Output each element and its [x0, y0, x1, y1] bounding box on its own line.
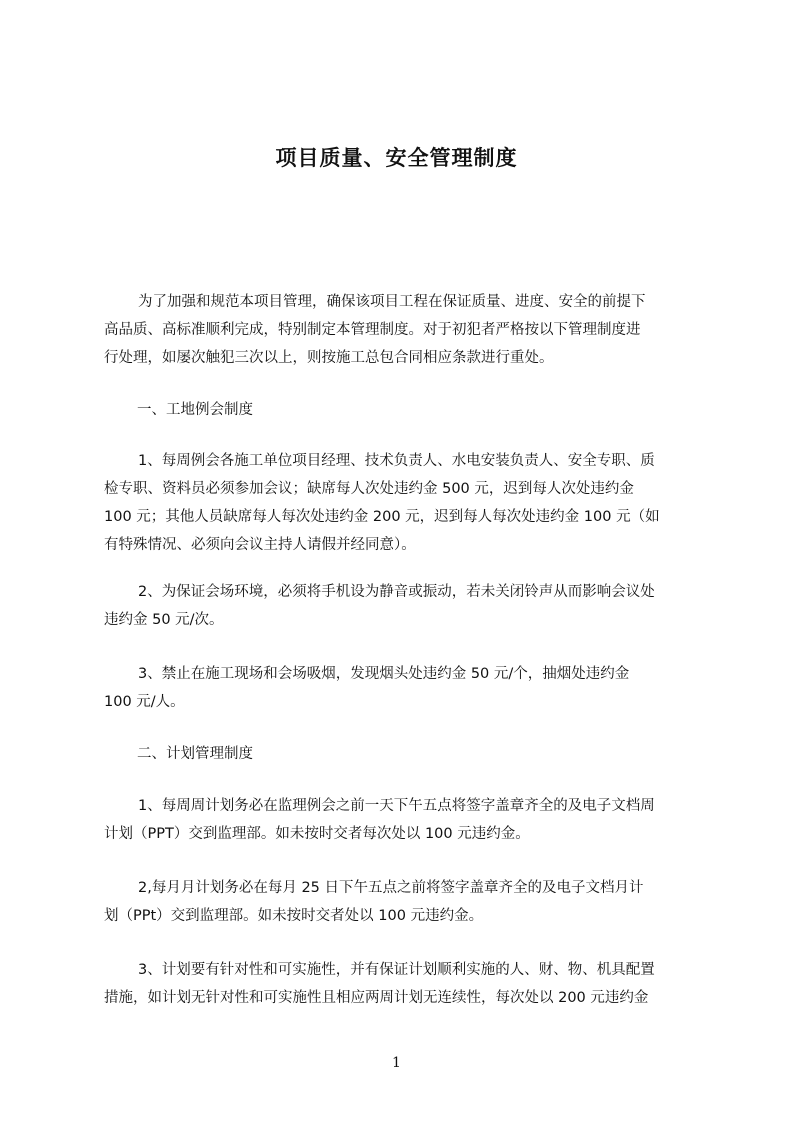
text-line: 高品质、高标准顺利完成，特别制定本管理制度。对于初犯者严格按以下管理制度进 — [104, 322, 641, 338]
text-line: 1、每周例会各施工单位项目经理、技术负责人、水电安装负责人、安全专职、质 — [138, 453, 655, 469]
clause-paragraph — [104, 956, 694, 1012]
text-line: 有特殊情况、必须向会议主持人请假并经同意）。 — [104, 537, 416, 553]
section-heading: 一、工地例会制度 — [137, 402, 253, 418]
clause-paragraph — [104, 874, 694, 930]
intro-paragraph — [104, 288, 694, 372]
text-line: 100 元；其他人员缺席每人每次处违约金 200 元，迟到每人每次处违约金 100 元（如 — [104, 509, 660, 525]
clause-paragraph — [104, 447, 694, 559]
page-number: 1 — [392, 1055, 401, 1071]
text-line: 划（PPt）交到监理部。如未按时交者处以 100 元违约金。 — [104, 908, 484, 924]
text-line: 3、禁止在施工现场和会场吸烟，发现烟头处违约金 50 元/个，抽烟处违约金 — [138, 666, 630, 682]
text-line: 2、为保证会场环境，必须将手机设为静音或振动，若未关闭铃声从而影响会议处 — [138, 584, 655, 600]
text-line: 违约金 50 元/次。 — [104, 612, 224, 628]
clause-paragraph — [104, 792, 694, 848]
clause-paragraph — [104, 578, 694, 634]
clause-paragraph — [104, 660, 694, 716]
text-line: 措施，如计划无针对性和可实施性且相应两周计划无连续性，每次处以 200 元违约金 — [104, 990, 649, 1006]
text-line: 计划（PPT）交到监理部。如未按时交者每次处以 100 元违约金。 — [104, 826, 530, 842]
document-title: 项目质量、安全管理制度 — [275, 146, 518, 170]
text-line: 100 元/人。 — [104, 694, 185, 710]
text-line: 检专职、资料员必须参加会议；缺席每人次处违约金 500 元，迟到每人次处违约金 — [104, 481, 634, 497]
text-line: 行处理，如屡次触犯三次以上，则按施工总包合同相应条款进行重处。 — [104, 350, 554, 366]
section-heading: 二、计划管理制度 — [137, 746, 253, 762]
text-line: 2,每月月计划务必在每月 25 日下午五点之前将签字盖章齐全的及电子文档月计 — [138, 880, 644, 896]
text-line: 1、每周周计划务必在监理例会之前一天下午五点将签字盖章齐全的及电子文档周 — [138, 798, 655, 814]
text-line: 为了加强和规范本项目管理，确保该项目工程在保证质量、进度、安全的前提下 — [138, 294, 646, 310]
text-line: 3、计划要有针对性和可实施性，并有保证计划顺利实施的人、财、物、机具配置 — [138, 962, 655, 978]
